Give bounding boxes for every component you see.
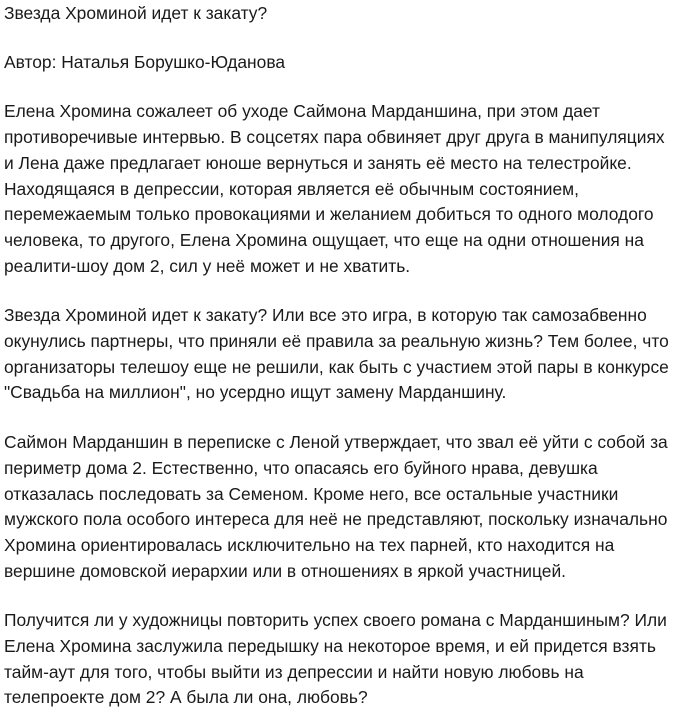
paragraph-1 — [4, 99, 692, 279]
text-line: окунулись партнеры, что приняли её правила за реальную жизнь? Тем более, что — [4, 331, 669, 352]
paragraph-2 — [4, 303, 692, 406]
paragraph-4 — [4, 608, 692, 711]
text-line: организаторы телешоу еще не решили, как быть с участием этой пары в конкурсе — [4, 356, 669, 377]
text-line: Звезда Хроминой идет к закату? Или все это игра, в которую так самозабвенно — [4, 305, 647, 326]
text-line: тайм-аут для того, чтобы выйти из депрессии и найти новую любовь на — [4, 661, 584, 682]
text-line: мужского пола особого интереса для неё не представляют, поскольку изначально — [4, 509, 668, 530]
article-title: Звезда Хроминой идет к закату? — [4, 3, 268, 23]
text-line: противоречивые интервью. В соцсетях пара обвиняет друг друга в манипуляциях — [4, 127, 665, 148]
text-line: периметр дома 2. Естественно, что опасаясь его буйного нрава, девушка — [4, 457, 598, 478]
paragraph-3 — [4, 430, 692, 584]
text-line: Находящаяся в депрессии, которая является её обычным состоянием, — [4, 178, 579, 199]
article-author: Автор: Наталья Борушко-Юданова — [4, 51, 286, 72]
text-line: Получится ли у художницы повторить успех своего романа с Марданшиным? Или — [4, 610, 667, 631]
text-line: и Лена даже предлагает юноше вернуться и занять её место на телестройке. — [4, 152, 632, 173]
text-line: Саймон Марданшин в переписке с Леной утверждает, что звал её уйти с собой за — [4, 432, 668, 453]
text-line: Елена Хромина сожалеет об уходе Саймона Марданшина, при этом дает — [4, 101, 600, 122]
text-line: отказалась последовать за Семеном. Кроме него, все остальные участники — [4, 483, 619, 504]
text-line: перемежаемым только провокациями и желанием добиться то одного молодого — [4, 204, 654, 225]
text-line: человека, то другого, Елена Хромина ощущает, что еще на одни отношения на — [4, 229, 644, 250]
text-line: Елена Хромина заслужила передышку на некоторое время, и ей придется взять — [4, 636, 656, 657]
text-line: вершине домовской иерархии или в отношениях в яркой участницей. — [4, 560, 566, 581]
text-line: "Свадьба на миллион", но усердно ищут замену Марданшину. — [4, 382, 507, 403]
text-line: Хромина ориентировалась исключительно на тех парней, кто находится на — [4, 534, 615, 555]
text-line: реалити-шоу дом 2, сил у неё может и не хватить. — [4, 255, 411, 276]
text-line: телепроекте дом 2? А была ли она, любовь? — [4, 687, 368, 708]
